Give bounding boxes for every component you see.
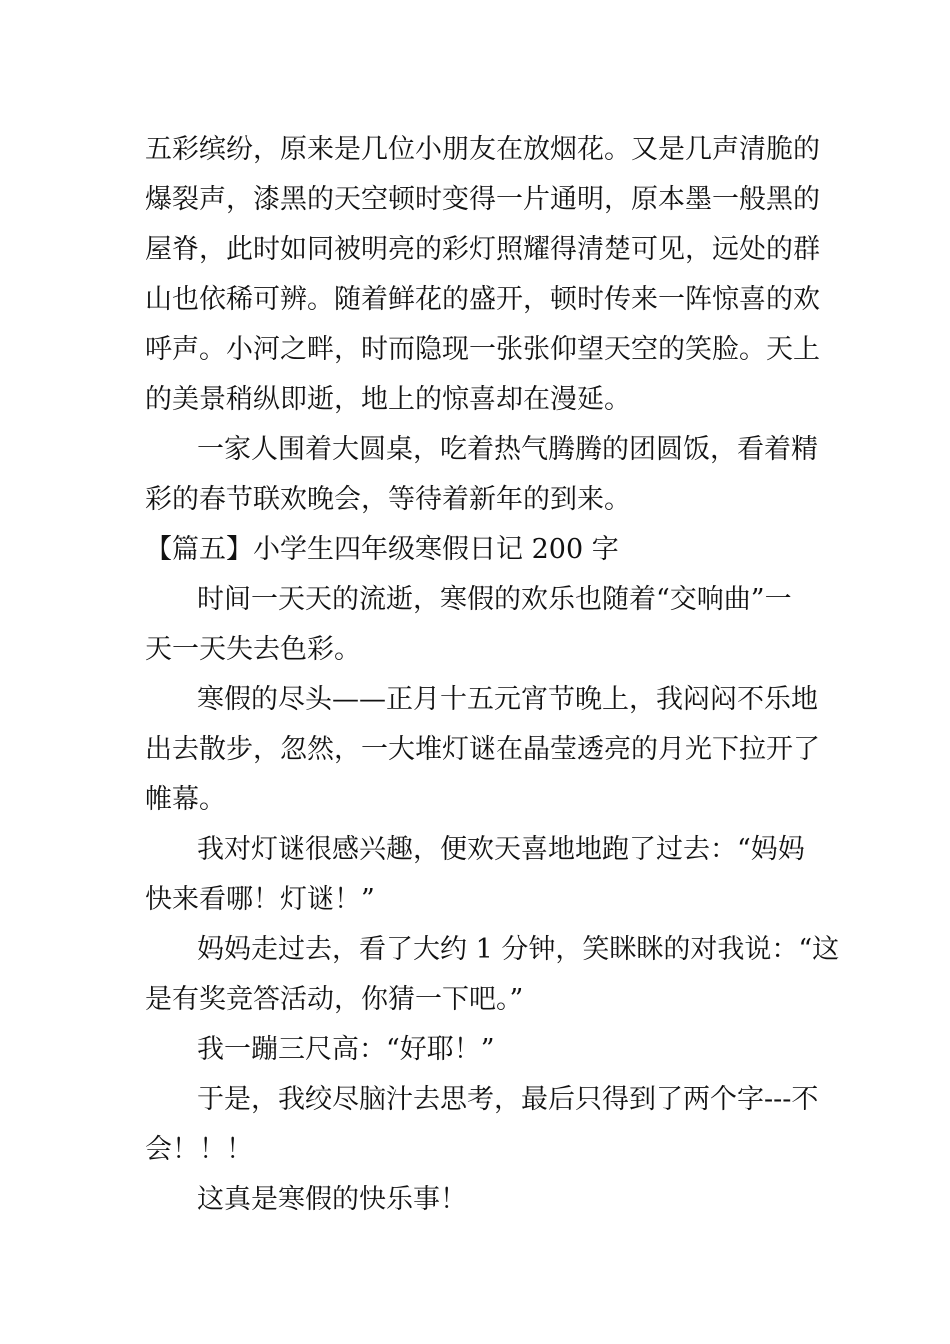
text-line: 是有奖竞答活动，你猜一下吧。” bbox=[145, 984, 524, 1015]
text-line: 帷幕。 bbox=[145, 784, 226, 815]
text-line: 快来看哪！灯谜！” bbox=[145, 884, 375, 915]
paragraph-start-line: 时间一天天的流逝，寒假的欢乐也随着“交响曲”一 bbox=[197, 584, 792, 615]
text-line: 天一天失去色彩。 bbox=[145, 634, 361, 665]
paragraph-start-line: 寒假的尽头——正月十五元宵节晚上，我闷闷不乐地 bbox=[197, 684, 818, 715]
paragraph-start-line: 妈妈走过去，看了大约 1 分钟，笑眯眯的对我说：“这 bbox=[197, 934, 840, 965]
text-line: 爆裂声，漆黑的天空顿时变得一片通明，原本墨一般黑的 bbox=[145, 184, 820, 215]
text-line: 屋脊，此时如同被明亮的彩灯照耀得清楚可见，远处的群 bbox=[145, 234, 820, 265]
text-line: 会！！！ bbox=[145, 1134, 253, 1165]
text-line: 山也依稀可辨。随着鲜花的盛开，顿时传来一阵惊喜的欢 bbox=[145, 284, 820, 315]
text-line: 五彩缤纷，原来是几位小朋友在放烟花。又是几声清脆的 bbox=[145, 134, 820, 165]
paragraph-start-line: 这真是寒假的快乐事！ bbox=[197, 1184, 467, 1215]
section-heading: 【篇五】小学生四年级寒假日记 200 字 bbox=[145, 534, 619, 565]
paragraph-start-line: 一家人围着大圆桌，吃着热气腾腾的团圆饭，看着精 bbox=[197, 434, 818, 465]
text-line: 的美景稍纵即逝，地上的惊喜却在漫延。 bbox=[145, 384, 631, 415]
paragraph-start-line: 我一蹦三尺高：“好耶！” bbox=[197, 1034, 495, 1065]
paragraph-start-line: 于是，我绞尽脑汁去思考，最后只得到了两个字---不 bbox=[197, 1084, 819, 1115]
text-line: 呼声。小河之畔，时而隐现一张张仰望天空的笑脸。天上 bbox=[145, 334, 820, 365]
paragraph-start-line: 我对灯谜很感兴趣，便欢天喜地地跑了过去：“妈妈 bbox=[197, 834, 805, 865]
text-line: 出去散步，忽然，一大堆灯谜在晶莹透亮的月光下拉开了 bbox=[145, 734, 820, 765]
text-line: 彩的春节联欢晚会，等待着新年的到来。 bbox=[145, 484, 631, 515]
